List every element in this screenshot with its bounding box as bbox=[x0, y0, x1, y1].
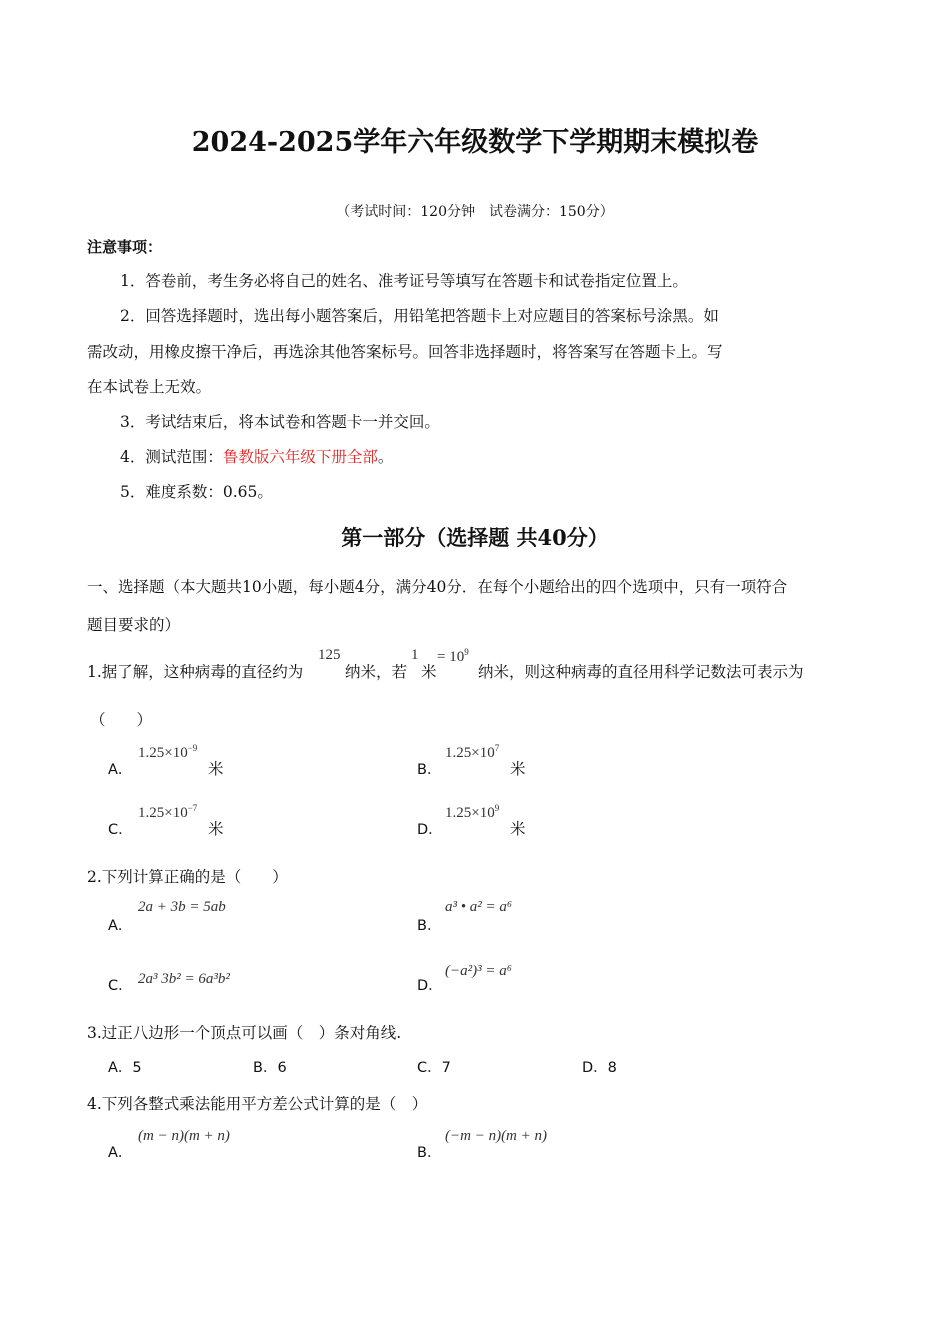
q1-eq bbox=[437, 647, 469, 666]
notice-item-5: 5．难度系数：0.65。 bbox=[120, 483, 273, 501]
q1-num-1: 1 bbox=[411, 647, 419, 663]
q4-option-b-label[interactable]: B． bbox=[417, 1145, 442, 1161]
q3-option-d[interactable]: D．8 bbox=[582, 1060, 617, 1076]
q1-eq-base: = 10 bbox=[437, 649, 465, 665]
q2-option-b-label[interactable]: B． bbox=[417, 918, 442, 934]
q4-text: 4.下列各整式乘法能用平方差公式计算的是（ ） bbox=[87, 1095, 428, 1113]
q2-option-a-expr: 2a + 3b = 5ab bbox=[138, 899, 226, 915]
q2-option-a-label[interactable]: A． bbox=[108, 918, 133, 934]
q1-option-b-value bbox=[445, 743, 499, 762]
notice-item-3: 3．考试结束后，将本试卷和答题卡一并交回。 bbox=[120, 413, 440, 431]
q2-option-c-label[interactable]: C． bbox=[108, 978, 133, 994]
q1-text-b: 纳米，若 bbox=[345, 663, 408, 681]
q1-text-c: 米 bbox=[421, 663, 437, 681]
q3-text: 3.过正八边形一个顶点可以画（ ）条对角线. bbox=[87, 1024, 402, 1042]
q1-text-d: 纳米，则这种病毒的直径用科学记数法可表示为 bbox=[478, 663, 804, 681]
q1-option-c-exp: −7 bbox=[187, 803, 198, 813]
q1-option-d-label[interactable]: D． bbox=[417, 822, 443, 838]
q1-option-a-unit: 米 bbox=[208, 760, 224, 778]
q4-option-a-expr: (m − n)(m + n) bbox=[138, 1128, 230, 1144]
q1-option-c-label[interactable]: C． bbox=[108, 822, 133, 838]
q2-option-d-label[interactable]: D． bbox=[417, 978, 443, 994]
q1-answer-paren: （ ） bbox=[90, 711, 153, 729]
q1-num-125: 125 bbox=[318, 647, 341, 663]
q1-option-c-base: 1.25×10 bbox=[138, 805, 188, 821]
q2-option-c-expr: 2a³ 3b² = 6a³b² bbox=[138, 971, 230, 987]
q2-option-b-expr: a³ • a² = a⁶ bbox=[445, 899, 513, 915]
q1-option-a-label[interactable]: A． bbox=[108, 762, 133, 778]
q3-option-a[interactable]: A．5 bbox=[108, 1060, 142, 1076]
q1-eq-exp: 9 bbox=[464, 647, 469, 657]
notice-item-2-line-3: 在本试卷上无效。 bbox=[87, 378, 212, 396]
q1-option-b-label[interactable]: B． bbox=[417, 762, 442, 778]
q2-text: 2.下列计算正确的是（ ） bbox=[87, 868, 288, 886]
q1-option-a-base: 1.25×10 bbox=[138, 745, 188, 761]
q1-option-c-value bbox=[138, 803, 197, 822]
notice-item-2-line-2: 需改动，用橡皮擦干净后，再选涂其他答案标号。回答非选择题时，将答案写在答题卡上。写 bbox=[87, 343, 723, 361]
q1-option-d-value bbox=[445, 803, 499, 822]
q1-option-c-unit: 米 bbox=[208, 820, 224, 838]
q1-option-d-exp: 9 bbox=[494, 803, 500, 813]
notice-heading: 注意事项： bbox=[87, 238, 163, 256]
section-desc-line-2: 题目要求的） bbox=[87, 616, 181, 634]
q1-option-d-base: 1.25×10 bbox=[445, 805, 495, 821]
notice-item-4-suffix: 。 bbox=[377, 448, 394, 466]
q4-option-b-expr: (−m − n)(m + n) bbox=[445, 1128, 548, 1144]
q2-option-d-expr: (−a²)³ = a⁶ bbox=[445, 963, 512, 979]
notice-item-4-prefix: 4．测试范围： bbox=[120, 448, 223, 466]
q1-option-b-base: 1.25×10 bbox=[445, 745, 495, 761]
q3-option-c[interactable]: C．7 bbox=[417, 1060, 451, 1076]
page-title: 2024-2025学年六年级数学下学期期末模拟卷 bbox=[191, 127, 759, 158]
test-range: 鲁教版六年级下册全部 bbox=[222, 448, 378, 466]
exam-info: （考试时间：120分钟 试卷满分：150分） bbox=[336, 204, 614, 220]
notice-item-1: 1．答卷前，考生务必将自己的姓名、准考证号等填写在答题卡和试卷指定位置上。 bbox=[120, 272, 688, 290]
section-title: 第一部分（选择题 共40分） bbox=[341, 525, 609, 550]
section-desc-line-1: 一、选择题（本大题共10小题，每小题4分，满分40分．在每个小题给出的四个选项中，只有一项符合 bbox=[87, 578, 788, 596]
notice-item-4 bbox=[120, 445, 393, 467]
q1-option-a-exp: −9 bbox=[187, 743, 198, 753]
q1-option-b-unit: 米 bbox=[510, 760, 526, 778]
q3-option-b[interactable]: B．6 bbox=[253, 1060, 287, 1076]
q1-option-a-value bbox=[138, 743, 197, 762]
q1-option-b-exp: 7 bbox=[494, 743, 500, 753]
notice-item-2-line-1: 2．回答选择题时，选出每小题答案后，用铅笔把答题卡上对应题目的答案标号涂黑。如 bbox=[120, 307, 719, 325]
q1-text-a: 1.据了解，这种病毒的直径约为 bbox=[87, 663, 304, 681]
q4-option-a-label[interactable]: A． bbox=[108, 1145, 133, 1161]
q1-option-d-unit: 米 bbox=[510, 820, 526, 838]
